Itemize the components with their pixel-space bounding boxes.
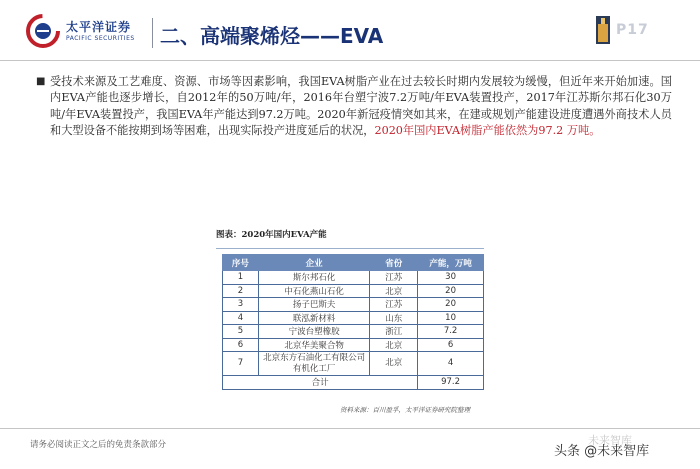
table-cell: 江苏 (370, 271, 418, 285)
header-divider (0, 60, 700, 61)
title-divider (152, 18, 153, 48)
table-cell: 30 (418, 271, 484, 285)
eva-capacity-table (222, 254, 484, 390)
column-header: 省份 (370, 255, 418, 271)
table-cell: 4 (418, 352, 484, 376)
column-header: 企业 (258, 255, 370, 271)
page-header (0, 0, 700, 60)
table-row (223, 284, 484, 298)
pacific-logo-icon (26, 14, 60, 48)
table-cell: 扬子巴斯夫 (258, 298, 370, 312)
figure-title-rule (216, 248, 484, 249)
table-cell: 20 (418, 284, 484, 298)
table-row (223, 311, 484, 325)
figure-title: 图表：2020年国内EVA产能 (216, 230, 327, 240)
table-cell: 3 (223, 298, 259, 312)
table-cell: 7.2 (418, 325, 484, 339)
column-header: 产能，万吨 (418, 255, 484, 271)
footer-disclaimer: 请务必阅读正文之后的免责条款部分 (30, 440, 167, 450)
table-cell: 北京华美聚合物 (258, 338, 370, 352)
table-row (223, 338, 484, 352)
table-cell: 山东 (370, 311, 418, 325)
watermark-background: 未来智库 (588, 434, 632, 447)
table-row (223, 271, 484, 285)
table-cell: 斯尔邦石化 (258, 271, 370, 285)
decorative-image-icon (596, 16, 610, 44)
table-cell: 20 (418, 298, 484, 312)
paragraph-text: 受技术来源及工艺难度、资源、市场等因素影响，我国EVA树脂产业在过去较长时期内发展较为缓慢，但近年来开始加速。国内EVA产能也逐步增长，自2012年的50万吨/年，2016年台塑宁波7.2万吨/年EVA装置投产，2017年江苏斯尔邦石化30万吨/年EVA装置投产，我国EVA年产能达到97.2万吨。2020年新冠疫情突如其来，在建或规划产能建设进度遭遇外商技术人员和大型设备不能按期到场等困难，出现实际投产进度延后的状况， (50, 75, 672, 138)
table-row (223, 352, 484, 376)
table-cell: 1 (223, 271, 259, 285)
table-cell: 宁波台塑橡胶 (258, 325, 370, 339)
company-logo (26, 14, 156, 54)
table-cell: 6 (418, 338, 484, 352)
table-cell: 北京 (370, 338, 418, 352)
table-cell: 北京东方石油化工有限公司有机化工厂 (258, 352, 370, 376)
table-cell: 江苏 (370, 298, 418, 312)
table-cell: 浙江 (370, 325, 418, 339)
table-cell: 北京 (370, 284, 418, 298)
table-cell: 2 (223, 284, 259, 298)
total-value: 97.2 (418, 376, 484, 390)
body-paragraph (36, 74, 672, 140)
table-header-row (223, 255, 484, 271)
page-number: P17 (616, 22, 649, 38)
column-header: 序号 (223, 255, 259, 271)
table-cell: 6 (223, 338, 259, 352)
paragraph-highlight: 2020年国内EVA树脂产能依然为97.2 万吨。 (374, 124, 601, 138)
table-cell: 中石化燕山石化 (258, 284, 370, 298)
table-row (223, 298, 484, 312)
logo-text-cn: 太平洋证券 (66, 20, 132, 34)
table-total-row (223, 376, 484, 390)
table-cell: 5 (223, 325, 259, 339)
bullet-icon: ■ (36, 76, 46, 87)
footer-divider (0, 428, 700, 429)
table-cell: 7 (223, 352, 259, 376)
watermark-text: 头条 @未来智库 (554, 444, 650, 459)
table-cell: 4 (223, 311, 259, 325)
table-cell: 北京 (370, 352, 418, 376)
table-cell: 联泓新材料 (258, 311, 370, 325)
logo-text-en: PACIFIC SECURITIES (66, 35, 135, 42)
table-row (223, 325, 484, 339)
page-title: 二、高端聚烯烃——EVA (160, 24, 384, 48)
figure-source: 资料来源：百川盈孚，太平洋证券研究院整理 (340, 406, 470, 414)
total-label: 合计 (223, 376, 418, 390)
table-cell: 10 (418, 311, 484, 325)
